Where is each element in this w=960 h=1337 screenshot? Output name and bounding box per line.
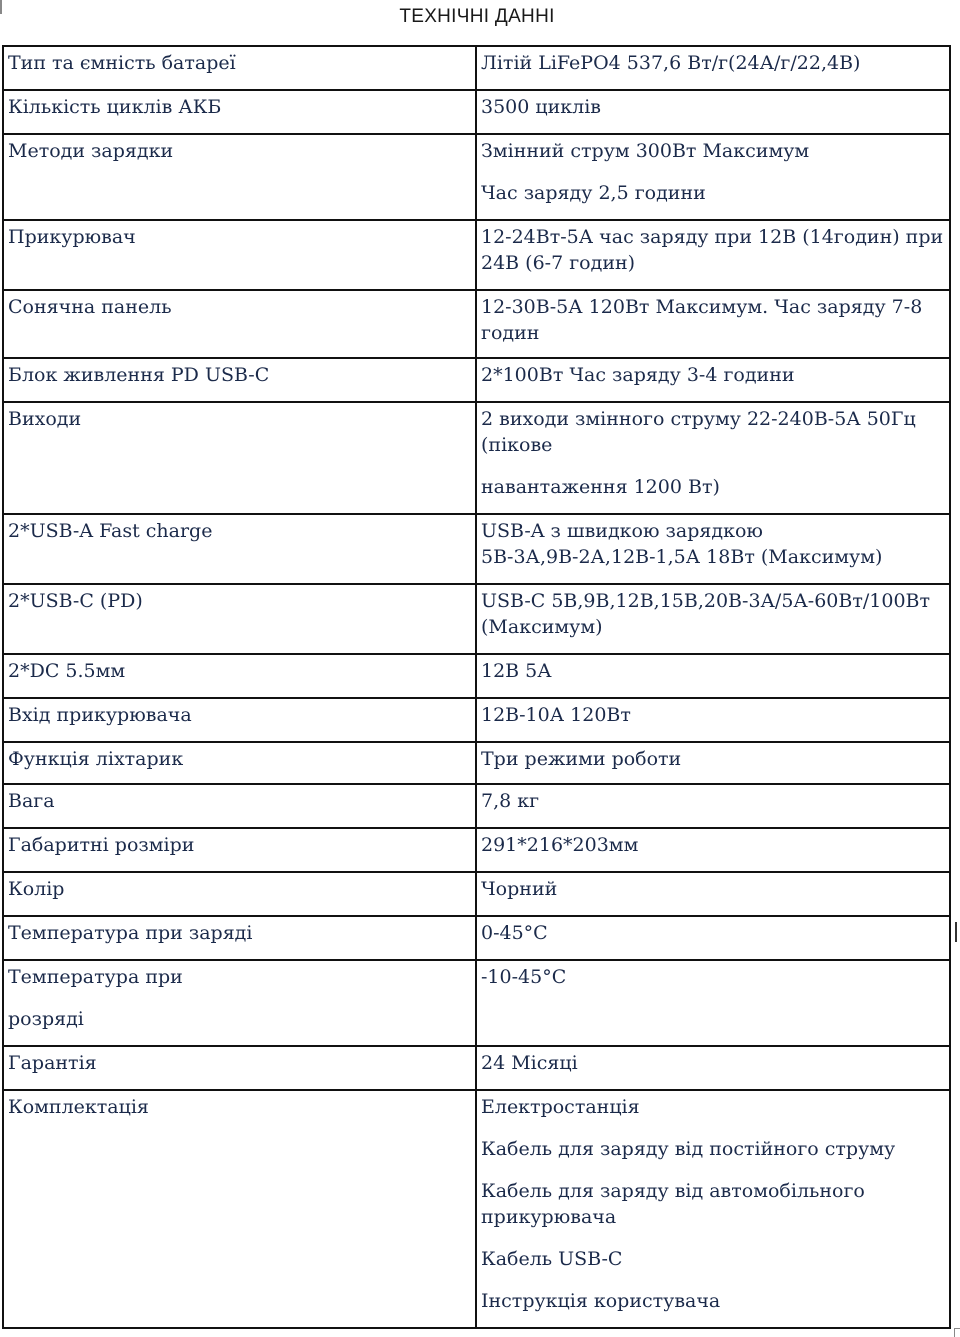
spec-name-cell: Кількість циклів АКБ: [3, 90, 476, 134]
spec-value-line: Кабель USB-C: [481, 1248, 623, 1270]
spec-value-cell: [476, 960, 950, 1046]
spec-value-cell: [476, 1090, 950, 1328]
spec-value-line: 3500 циклів: [481, 96, 601, 118]
table-row: [3, 828, 950, 872]
spec-value-line: Інструкція користувача: [481, 1290, 721, 1312]
spec-name-cell: Колір: [3, 872, 476, 916]
spec-name-line: розряді: [8, 1008, 84, 1030]
spec-value-line: 2*100Вт Час заряду 3-4 години: [481, 364, 795, 386]
spec-value-line: 12-30В-5А 120Вт Максимум. Час заряду 7-8 годин: [481, 296, 923, 344]
table-row: [3, 872, 950, 916]
spec-value-line: Кабель для заряду від автомобільного прикурювача: [481, 1180, 865, 1228]
table-row: [3, 90, 950, 134]
table-row: [3, 358, 950, 402]
spec-value-line: Електростанція: [481, 1096, 640, 1118]
spec-name-cell: Методи зарядки: [3, 134, 476, 220]
spec-value-line: -10-45°C: [481, 966, 567, 988]
spec-value-cell: [476, 220, 950, 290]
table-row: [3, 46, 950, 90]
spec-name-cell: 2*USB-C (PD): [3, 584, 476, 654]
spec-name-cell: 2*USB-A Fast charge: [3, 514, 476, 584]
spec-value-cell: [476, 742, 950, 784]
spec-value-cell: [476, 584, 950, 654]
table-row: [3, 784, 950, 828]
spec-value-cell: [476, 698, 950, 742]
spec-name-cell: Комплектація: [3, 1090, 476, 1328]
spec-value-line: 12В 5А: [481, 660, 552, 682]
spec-name-cell: Прикурювач: [3, 220, 476, 290]
spec-value-line: 291*216*203мм: [481, 834, 639, 856]
spec-value-line: Три режими роботи: [481, 748, 682, 770]
spec-value-cell: [476, 90, 950, 134]
spec-value-line: Змінний струм 300Вт Максимум: [481, 140, 810, 162]
spec-name-line: Температура при: [8, 966, 183, 988]
spec-name-cell: Вхід прикурювача: [3, 698, 476, 742]
spec-value-line: 12-24Вт-5А час заряду при 12В (14годин) при 24В (6-7 годин): [481, 226, 944, 274]
spec-value-cell: [476, 784, 950, 828]
table-row: [3, 1046, 950, 1090]
spec-value-cell: [476, 514, 950, 584]
spec-value-line: Чорний: [481, 878, 558, 900]
table-row: [3, 960, 950, 1046]
spec-value-cell: [476, 134, 950, 220]
spec-name-cell: Блок живлення PD USB-C: [3, 358, 476, 402]
table-row: [3, 698, 950, 742]
spec-value-line: 24 Місяці: [481, 1052, 578, 1074]
spec-name-cell: [3, 960, 476, 1046]
table-row: [3, 916, 950, 960]
spec-value-cell: [476, 402, 950, 514]
spec-value-line: 2 виходи змінного струму 22-240В-5А 50Гц (пікове: [481, 408, 916, 456]
spec-value-line: Літій LiFePO4 537,6 Вт/г(24А/г/22,4В): [481, 52, 861, 74]
table-row: [3, 134, 950, 220]
table-row: [3, 1090, 950, 1328]
page-title: ТЕХНІЧНІ ДАННІ: [399, 6, 555, 27]
spec-name-cell: Сонячна панель: [3, 290, 476, 358]
spec-value-cell: [476, 46, 950, 90]
table-row: [3, 654, 950, 698]
spec-name-cell: Температура при заряді: [3, 916, 476, 960]
spec-name-cell: Гарантія: [3, 1046, 476, 1090]
spec-name-cell: Тип та ємність батареї: [3, 46, 476, 90]
table-row: [3, 514, 950, 584]
spec-value-cell: [476, 358, 950, 402]
text-cursor-mark: [955, 922, 957, 942]
spec-value-cell: [476, 872, 950, 916]
spec-value-line: Час заряду 2,5 години: [481, 182, 706, 204]
spec-name-cell: Габаритні розміри: [3, 828, 476, 872]
spec-value-cell: [476, 1046, 950, 1090]
spec-value-cell: [476, 654, 950, 698]
spec-value-line: 12В-10А 120Вт: [481, 704, 631, 726]
spec-value-line: навантаження 1200 Вт): [481, 476, 720, 498]
spec-value-line: USB-A з швидкою зарядкою 5В-3А,9В-2А,12В-1,5А 18Вт (Максимум): [481, 520, 883, 568]
spec-value-cell: [476, 828, 950, 872]
spec-name-cell: Функція ліхтарик: [3, 742, 476, 784]
spec-name-cell: Виходи: [3, 402, 476, 514]
table-row: [3, 402, 950, 514]
spec-value-line: 7,8 кг: [481, 790, 540, 812]
spec-name-cell: 2*DC 5.5мм: [3, 654, 476, 698]
table-row: [3, 742, 950, 784]
spec-value-cell: [476, 290, 950, 358]
specs-table: [2, 45, 951, 1329]
table-row: [3, 584, 950, 654]
spec-value-line: USB-C 5В,9В,12В,15В,20В-3А/5А-60Вт/100Вт (Максимум): [481, 590, 931, 638]
spec-value-line: Кабель для заряду від постійного струму: [481, 1138, 896, 1160]
spec-value-cell: [476, 916, 950, 960]
table-row: [3, 220, 950, 290]
spec-value-line: 0-45°C: [481, 922, 548, 944]
table-row: [3, 290, 950, 358]
spec-name-cell: Вага: [3, 784, 476, 828]
